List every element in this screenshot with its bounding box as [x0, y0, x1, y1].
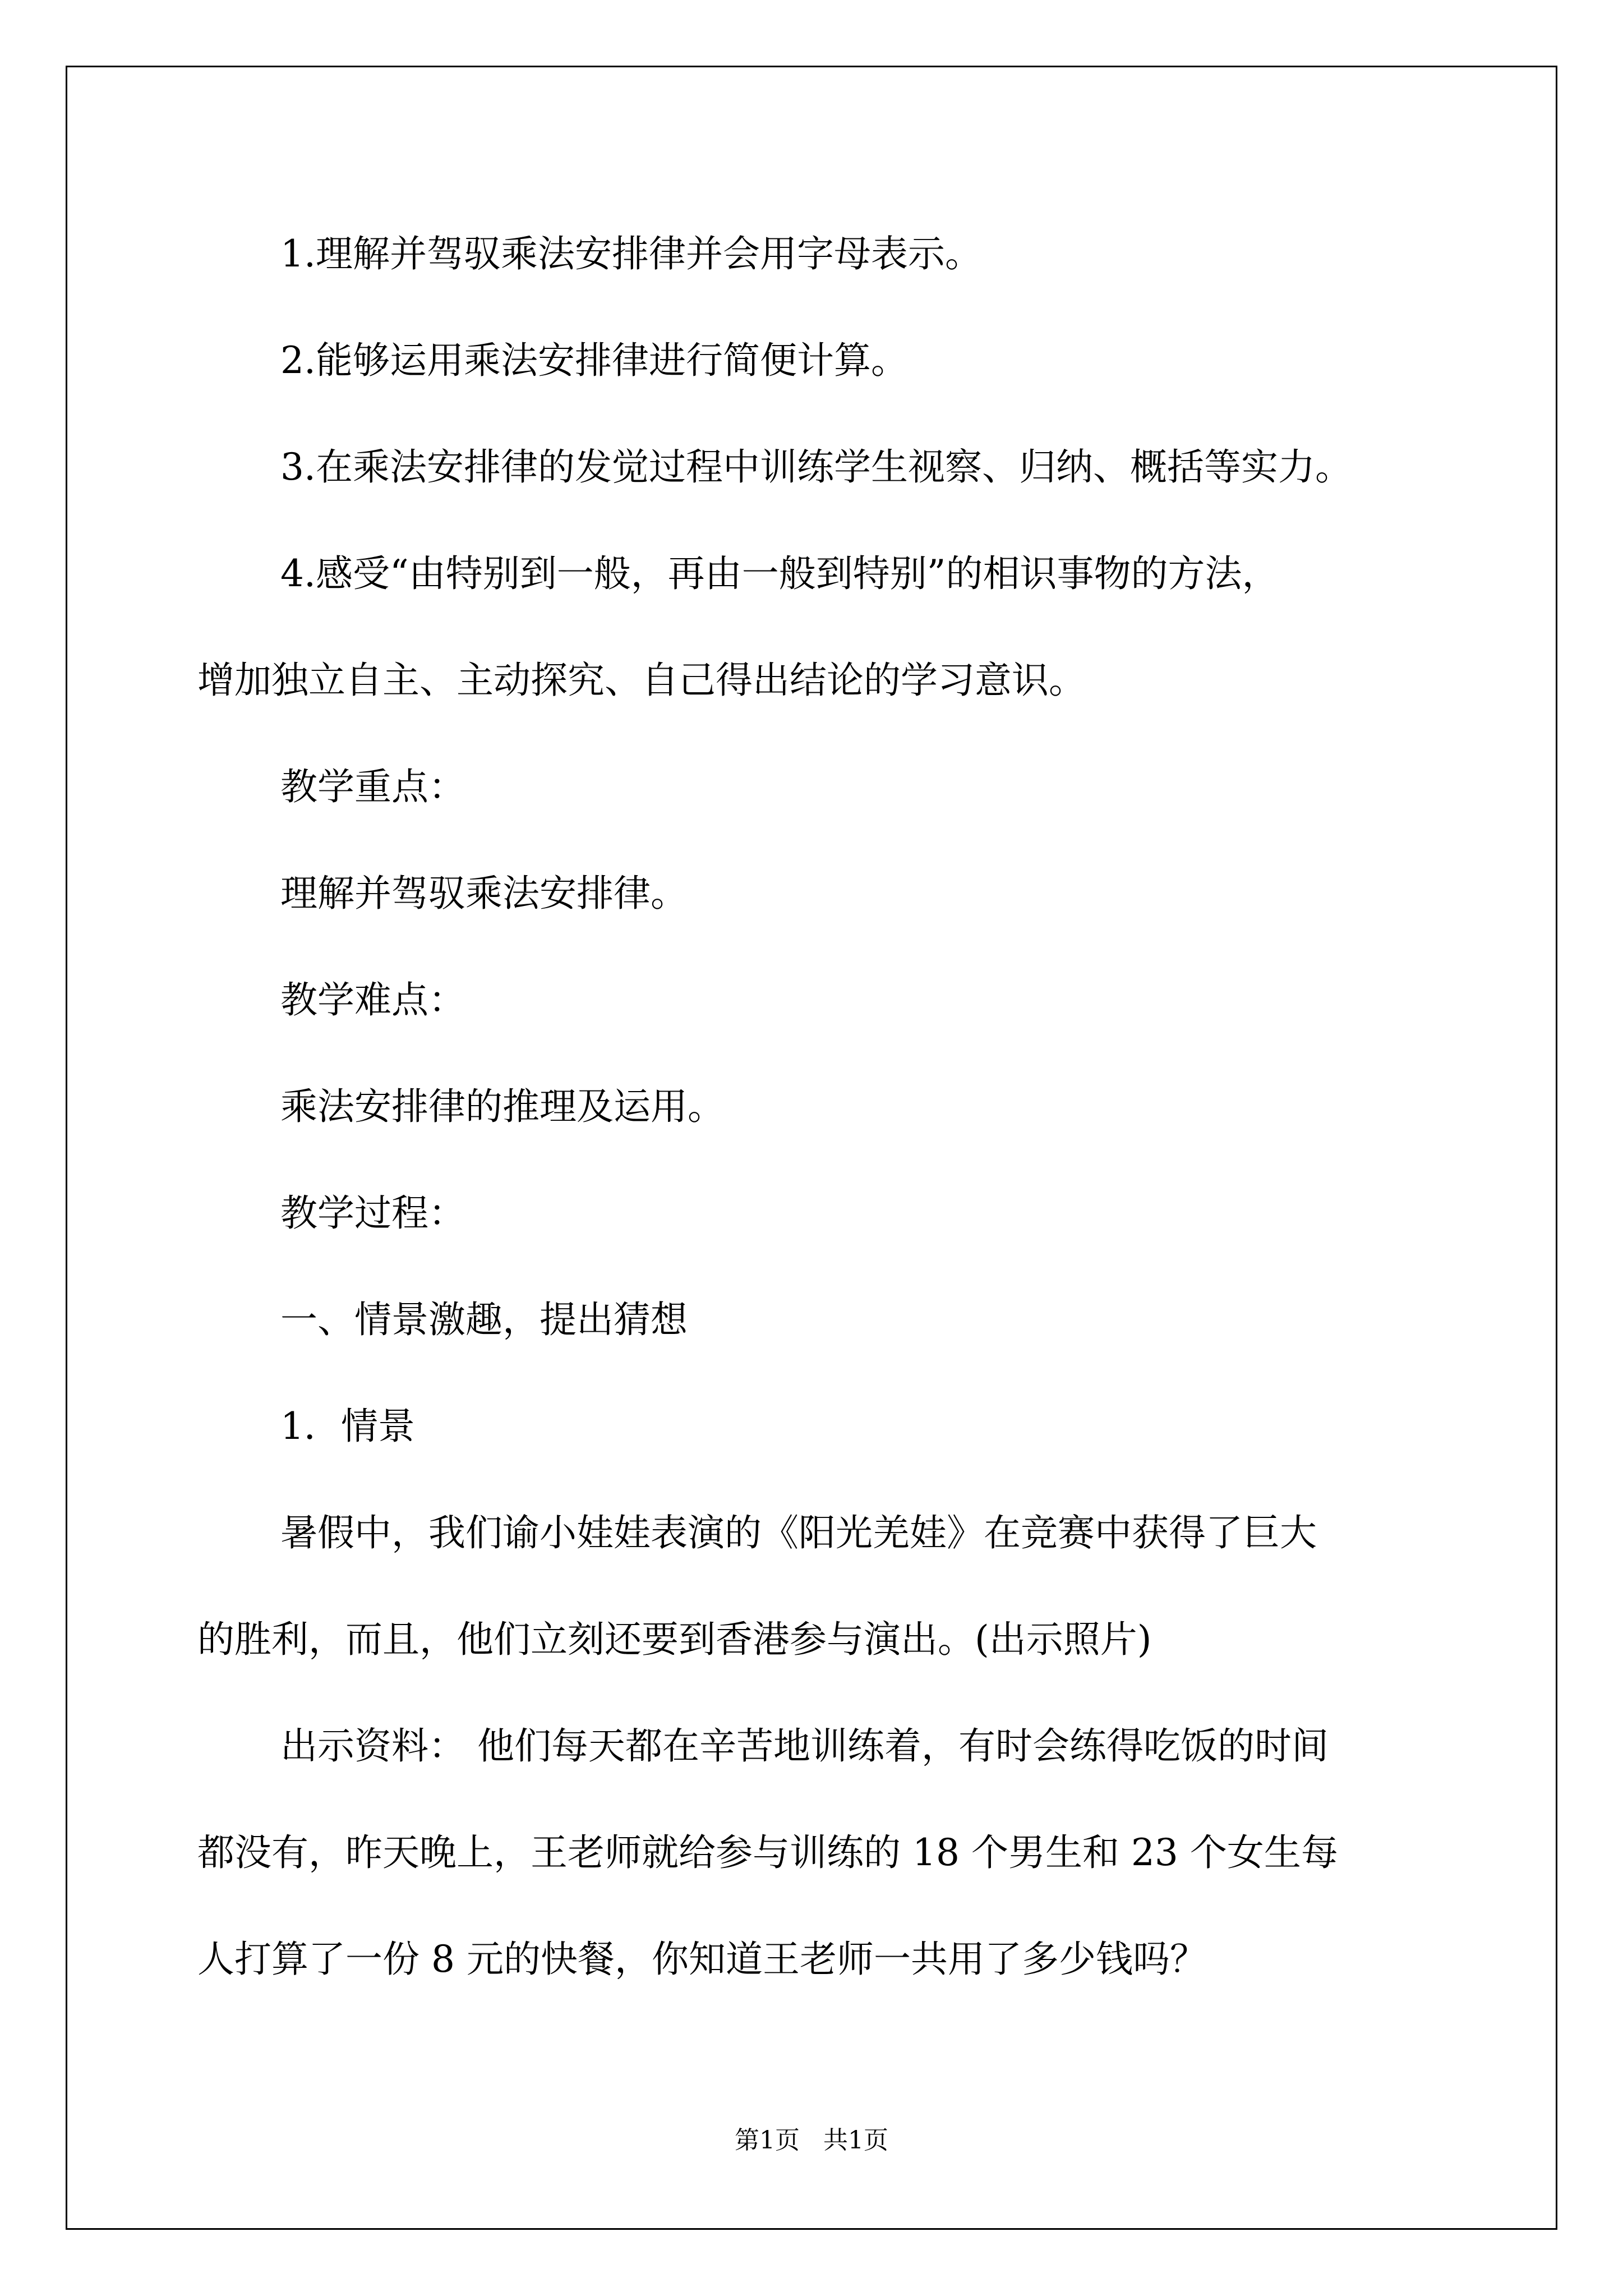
heading-difficulties: 教学难点：	[280, 978, 465, 1022]
page-border	[66, 66, 1557, 2230]
section-1-heading: 一、情景激趣，提出猜想	[280, 1298, 688, 1341]
difficulties-text: 乘法安排律的推理及运用。	[280, 1085, 725, 1128]
page-footer: 第1页 共1页	[735, 2126, 888, 2155]
objective-4-line-2: 增加独立自主、主动探究、自己得出结论的学习意识。	[197, 659, 1086, 702]
material-paragraph-line-3: 人打算了一份 8 元的快餐，你知道王老师一共用了多少钱吗？	[197, 1938, 1207, 1981]
heading-process: 教学过程：	[280, 1191, 465, 1235]
objective-4-line-1: 4.感受“由特别到一般，再由一般到特别”的相识事物的方法，	[280, 552, 1279, 595]
objective-3: 3.在乘法安排律的发觉过程中训练学生视察、归纳、概括等实力。	[280, 445, 1352, 489]
objective-2: 2.能够运用乘法安排律进行简便计算。	[280, 339, 908, 382]
key-points-text: 理解并驾驭乘法安排律。	[280, 872, 688, 915]
heading-key-points: 教学重点：	[280, 765, 465, 808]
material-paragraph-line-1: 出示资料： 他们每天都在辛苦地训练着，有时会练得吃饭的时间	[280, 1724, 1329, 1768]
scenario-paragraph-line-1: 暑假中，我们谕小娃娃表演的《阳光羌娃》在竞赛中获得了巨大	[280, 1511, 1317, 1554]
scenario-paragraph-line-2: 的胜利，而且，他们立刻还要到香港参与演出。(出示照片)	[197, 1618, 1152, 1661]
objective-1: 1.理解并驾驭乘法安排律并会用字母表示。	[280, 232, 982, 275]
subsection-1-heading: 1．情景	[280, 1405, 415, 1448]
material-paragraph-line-2: 都没有，昨天晚上，王老师就给参与训练的 18 个男生和 23 个女生每	[197, 1831, 1338, 1874]
